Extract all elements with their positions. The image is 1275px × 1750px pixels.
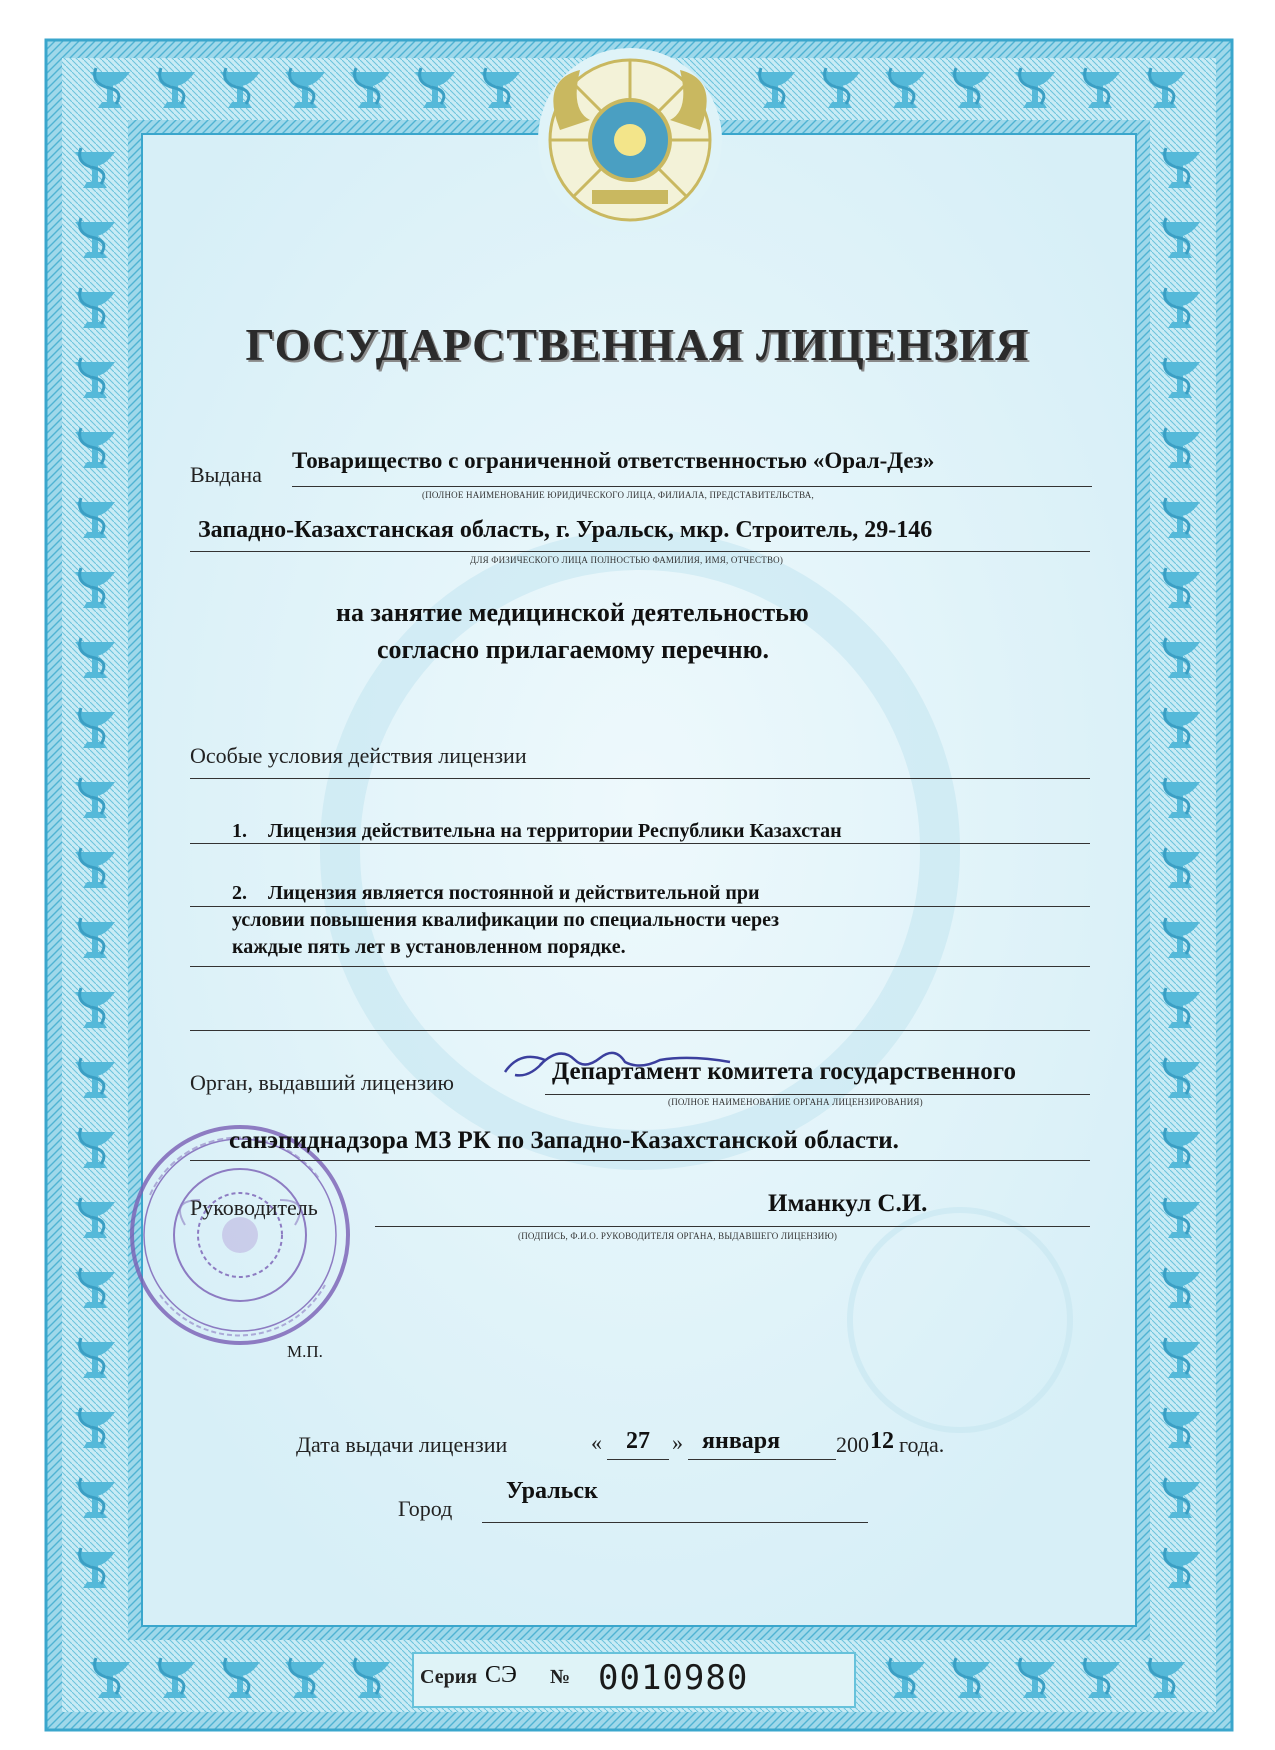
head-name: Иманкул С.И. xyxy=(768,1190,928,1217)
serial-number-label: № xyxy=(550,1666,571,1688)
authority-name-line-1: Департамент комитета государственного xyxy=(552,1058,1016,1085)
condition-1-text: Лицензия действительна на территории Республики Казахстан xyxy=(268,820,842,842)
issued-to-hint: (ПОЛНОЕ НАИМЕНОВАНИЕ ЮРИДИЧЕСКОГО ЛИЦА, ФИЛИАЛА, ПРЕДСТАВИТЕЛЬСТВА, xyxy=(422,490,814,500)
condition-2-number: 2. xyxy=(232,882,247,904)
head-label: Руководитель xyxy=(190,1195,318,1220)
date-close-quote: » xyxy=(672,1430,683,1455)
city-label: Город xyxy=(398,1496,453,1521)
issue-date-year-word: года. xyxy=(899,1432,945,1457)
activity-line-1: на занятие медицинской деятельностью xyxy=(336,598,809,627)
issue-date-label: Дата выдачи лицензии xyxy=(296,1432,508,1457)
issue-date-month: января xyxy=(702,1428,781,1454)
serial-number: 0010980 xyxy=(598,1658,749,1698)
authority-name-line-2: санэпиднадзора МЗ РК по Западно-Казахстанской области. xyxy=(229,1127,899,1154)
condition-1-number: 1. xyxy=(232,820,247,842)
issue-date-year-prefix: 200 xyxy=(836,1432,869,1457)
condition-2-line-1: Лицензия является постоянной и действительной при xyxy=(268,882,760,904)
head-hint: (ПОДПИСЬ, Ф.И.О. РУКОВОДИТЕЛЯ ОРГАНА, ВЫДАВШЕГО ЛИЦЕНЗИЮ) xyxy=(518,1231,838,1241)
conditions-label: Особые условия действия лицензии xyxy=(190,743,527,768)
date-open-quote: « xyxy=(591,1430,602,1455)
issued-to-label: Выдана xyxy=(190,462,262,487)
issue-date-year-suffix: 12 xyxy=(870,1428,894,1454)
stamp-place-label: М.П. xyxy=(287,1342,323,1361)
serial-series: СЭ xyxy=(485,1662,517,1688)
activity-line-2: согласно прилагаемому перечню. xyxy=(377,635,769,664)
document-title: ГОСУДАРСТВЕННАЯ ЛИЦЕНЗИЯ xyxy=(245,319,1030,370)
authority-hint: (ПОЛНОЕ НАИМЕНОВАНИЕ ОРГАНА ЛИЦЕНЗИРОВАНИЯ) xyxy=(668,1097,923,1107)
state-emblem xyxy=(538,48,722,232)
serial-label: Серия xyxy=(420,1666,478,1688)
condition-2-line-3: каждые пять лет в установленном порядке. xyxy=(232,936,626,958)
city-value: Уральск xyxy=(506,1478,598,1504)
authority-label: Орган, выдавший лицензию xyxy=(190,1070,454,1095)
issue-date-day: 27 xyxy=(626,1428,650,1454)
issued-to-name: Товарищество с ограниченной ответственностью «Орал-Дез» xyxy=(292,448,935,473)
address-hint: ДЛЯ ФИЗИЧЕСКОГО ЛИЦА ПОЛНОСТЬЮ ФАМИЛИЯ, ИМЯ, ОТЧЕСТВО) xyxy=(470,555,784,565)
issued-to-address: Западно-Казахстанская область, г. Уральск, мкр. Строитель, 29-146 xyxy=(198,517,933,543)
condition-2-line-2: условии повышения квалификации по специальности через xyxy=(232,909,780,931)
